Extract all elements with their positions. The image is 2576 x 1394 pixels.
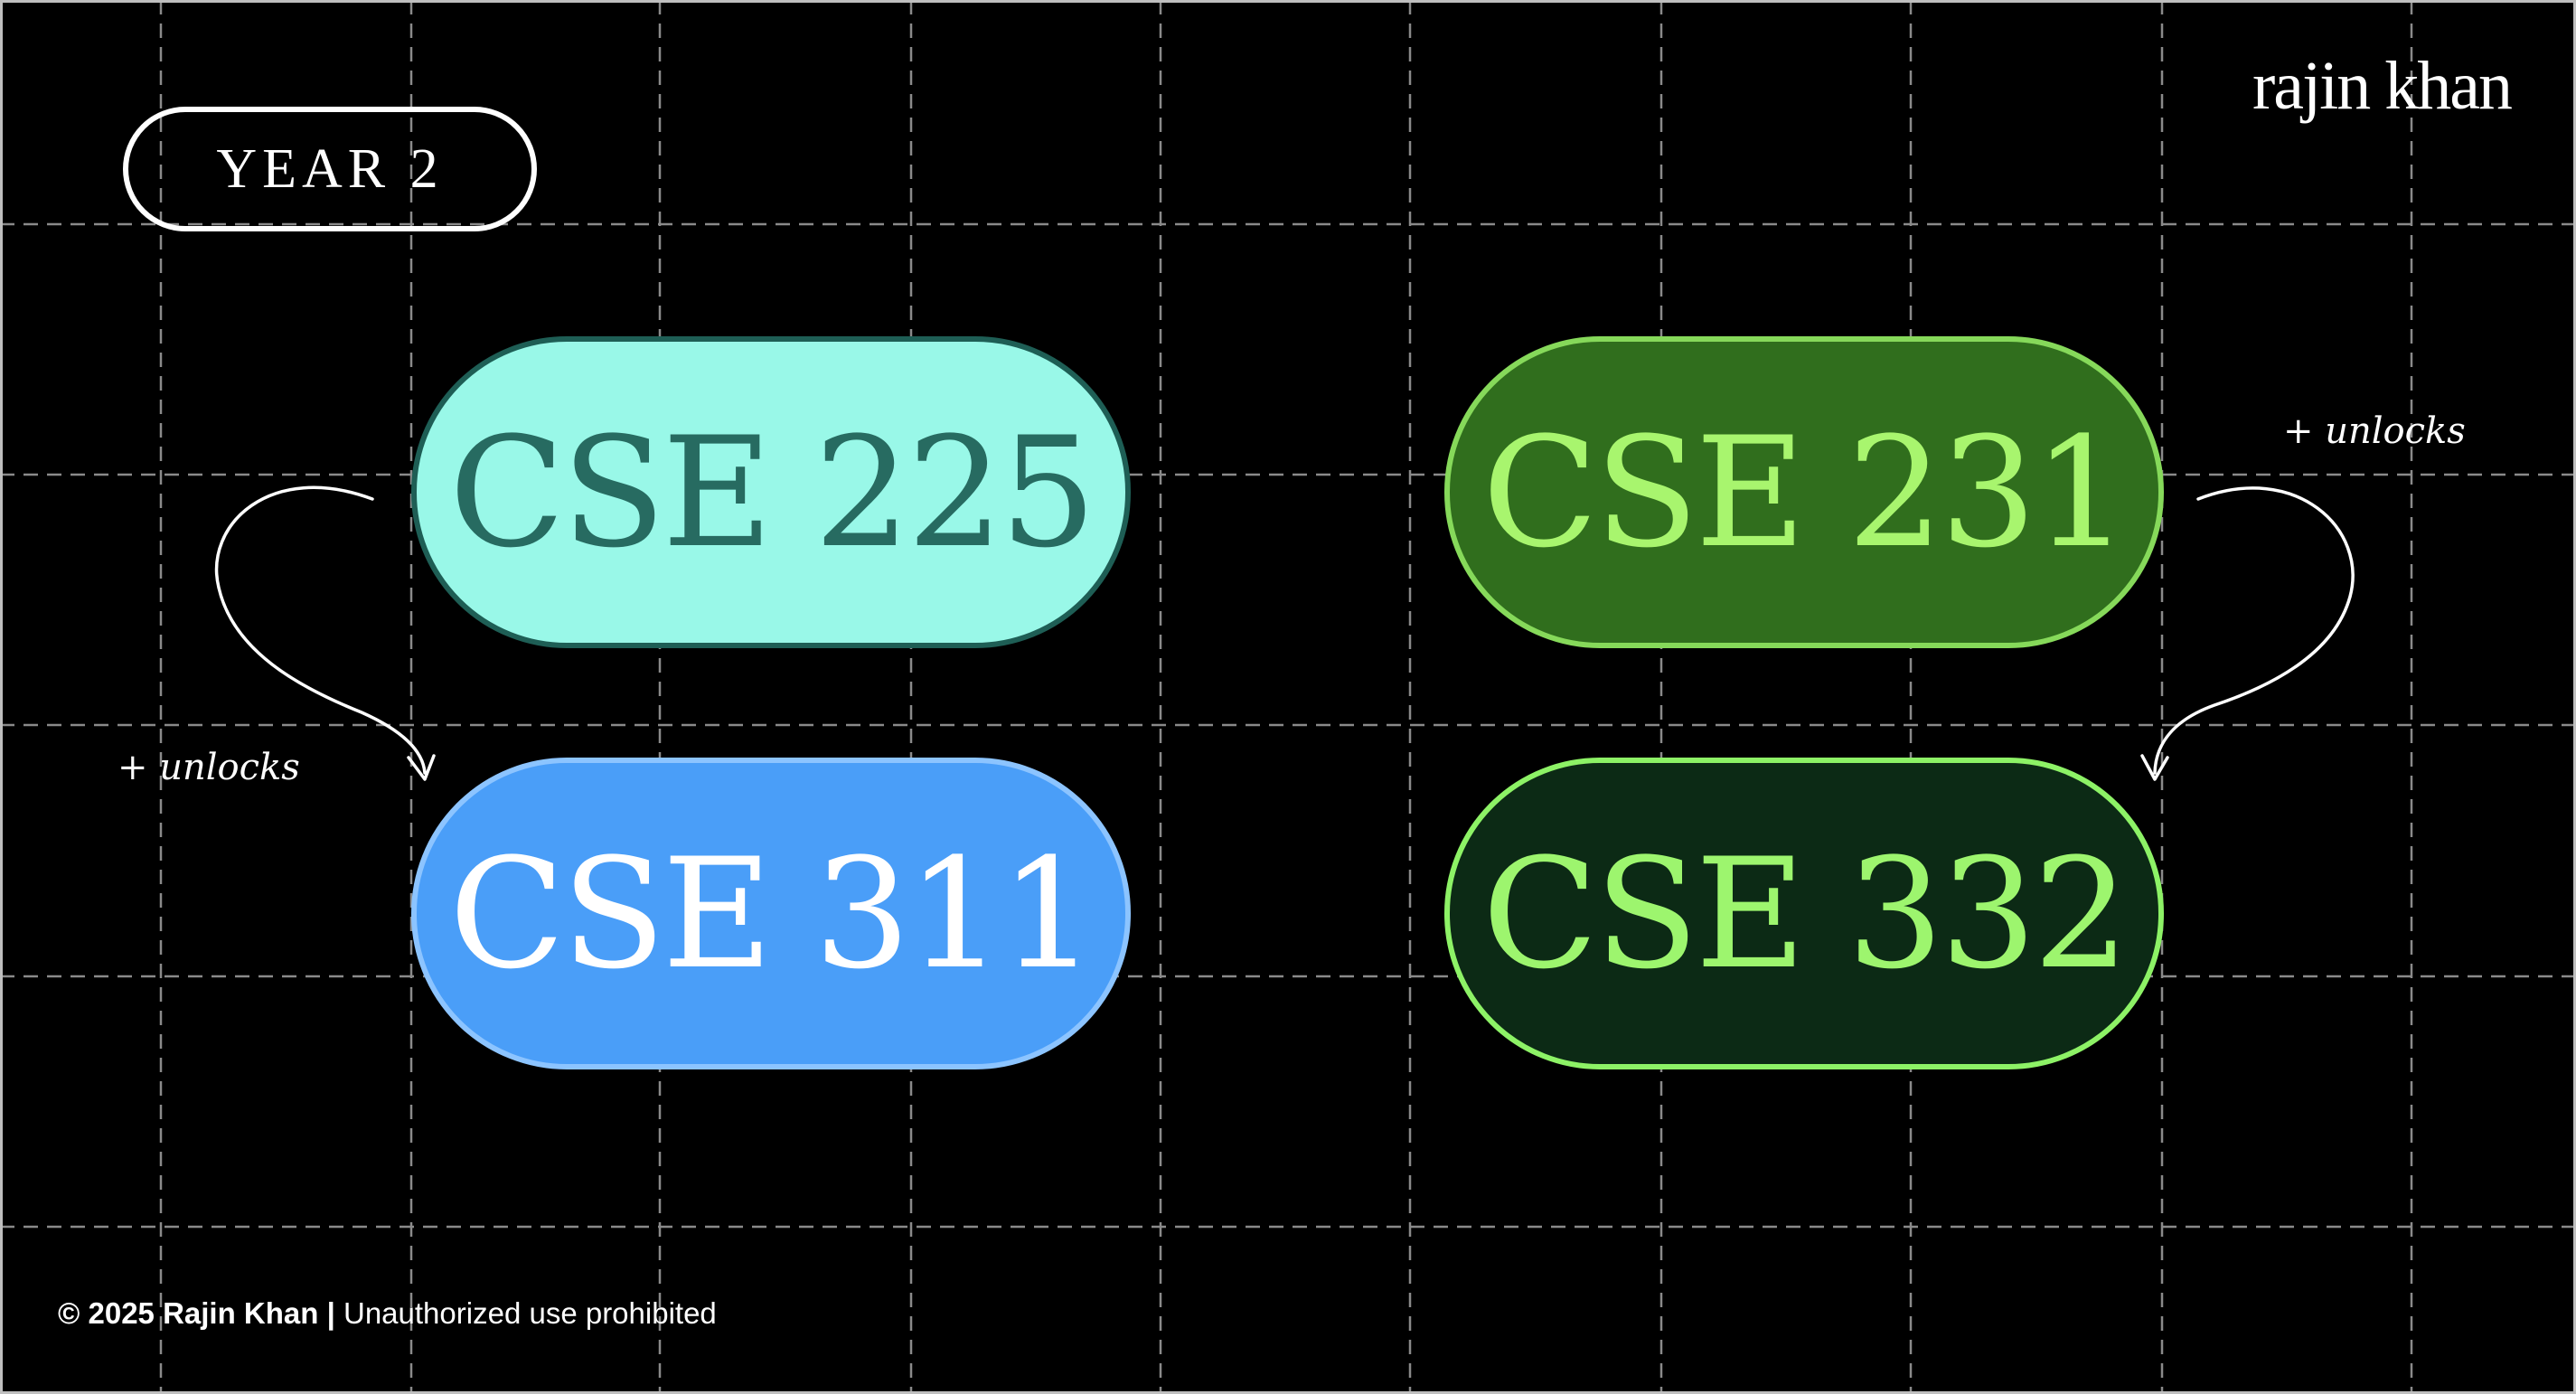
copyright-footer [58, 1296, 717, 1331]
course-node-cse-231: CSE 231 [1444, 336, 2164, 648]
course-node-cse-332: CSE 332 [1444, 758, 2164, 1069]
arrow-cse225-to-cse311 [217, 487, 425, 773]
usage-notice: Unauthorized use prohibited [343, 1296, 717, 1330]
arrow-cse231-to-cse332 [2155, 488, 2353, 773]
course-node-cse-311: CSE 311 [411, 758, 1131, 1069]
copyright-text: © 2025 Rajin Khan | [58, 1296, 335, 1330]
unlocks-label-right: + unlocks [2283, 410, 2466, 452]
year-badge: YEAR 2 [123, 107, 537, 231]
unlocks-label-left: + unlocks [118, 747, 300, 788]
brand-signature: rajin khan [2252, 48, 2511, 124]
course-node-cse-225: CSE 225 [411, 336, 1131, 648]
